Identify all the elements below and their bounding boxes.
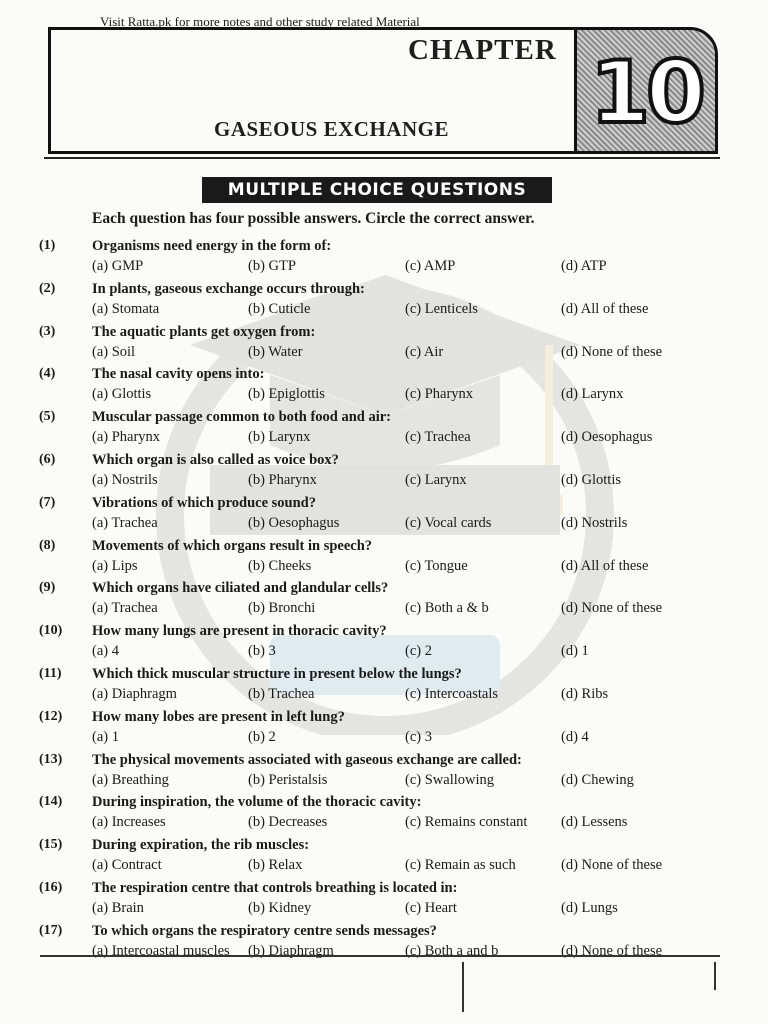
question-text: During inspiration, the volume of the thoracic cavity: (92, 794, 422, 811)
option-a: (a) Trachea (92, 514, 158, 531)
option-d: (d) Lessens (561, 814, 628, 831)
option-a: (a) Stomata (92, 300, 160, 317)
option-c: (c) Both a & b (405, 600, 489, 617)
option-a: (a) Trachea (92, 600, 158, 617)
question-text: Which thick muscular structure in present below the lungs? (92, 665, 462, 682)
option-a: (a) Pharynx (92, 429, 161, 446)
option-a: (a) Nostrils (92, 471, 158, 488)
footer-divider (40, 955, 720, 957)
option-c: (c) Larynx (405, 471, 467, 488)
option-d: (d) None of these (561, 857, 663, 874)
option-b: (b) Peristalsis (248, 771, 328, 788)
option-c: (c) 3 (405, 728, 432, 745)
option-a: (a) Contract (92, 857, 162, 874)
question-text: Which organs have ciliated and glandular cells? (92, 580, 389, 597)
chapter-title: GASEOUS EXCHANGE (214, 117, 449, 141)
option-d: (d) Larynx (561, 386, 624, 403)
option-b: (b) Kidney (248, 899, 312, 916)
option-c: (c) Remains constant (405, 814, 528, 831)
question-item (0, 794, 768, 837)
footer-mark (714, 962, 716, 990)
option-d: (d) None of these (561, 343, 663, 360)
option-b: (b) Oesophagus (248, 514, 340, 531)
option-c: (c) Heart (405, 899, 457, 916)
question-item (0, 538, 768, 581)
option-b: (b) Trachea (248, 685, 315, 702)
question-text: The physical movements associated with gaseous exchange are called: (92, 751, 522, 768)
question-number: (9) (39, 580, 56, 596)
option-d: (d) Glottis (561, 471, 622, 488)
question-number: (12) (39, 708, 63, 724)
footer-mark (462, 962, 464, 1012)
question-text: Which organ is also called as voice box? (92, 451, 339, 468)
option-c: (c) Intercoastals (405, 685, 498, 702)
option-c: (c) Swallowing (405, 771, 494, 788)
question-item (0, 238, 768, 281)
option-b: (b) Pharynx (248, 471, 317, 488)
option-d: (d) None of these (561, 600, 663, 617)
option-c: (c) Both a and b (405, 942, 499, 959)
option-d: (d) Lungs (561, 899, 618, 916)
question-text: The respiration centre that controls breathing is located in: (92, 879, 458, 896)
question-item (0, 623, 768, 666)
question-item (0, 752, 768, 795)
question-number: (2) (39, 280, 56, 296)
question-text: How many lungs are present in thoracic cavity? (92, 623, 387, 640)
option-d: (d) Ribs (561, 685, 609, 702)
question-number: (14) (39, 794, 63, 810)
question-number: (6) (39, 451, 56, 467)
question-text: The nasal cavity opens into: (92, 366, 265, 383)
option-c: (c) AMP (405, 258, 456, 274)
question-item (0, 837, 768, 880)
option-d: (d) 4 (561, 728, 589, 745)
question-number: (17) (39, 922, 63, 938)
question-item (0, 281, 768, 324)
chapter-number-badge (574, 27, 718, 154)
option-b: (b) Water (248, 343, 303, 360)
option-c: (c) 2 (405, 643, 432, 660)
question-item (0, 580, 768, 623)
option-d: (d) Oesophagus (561, 429, 653, 446)
option-a: (a) Increases (92, 814, 166, 831)
option-a: (a) Intercoastal muscles (92, 942, 230, 959)
option-a: (a) Soil (92, 343, 136, 360)
question-item (0, 324, 768, 367)
option-b: (b) 3 (248, 643, 276, 660)
question-text: In plants, gaseous exchange occurs through: (92, 280, 365, 297)
option-d: (d) ATP (561, 258, 607, 274)
question-item (0, 666, 768, 709)
question-text: Vibrations of which produce sound? (92, 494, 316, 511)
option-c: (c) Remain as such (405, 857, 516, 874)
question-item (0, 709, 768, 752)
top-note: Visit Ratta.pk for more notes and other study related Material (100, 14, 420, 29)
option-a: (a) 1 (92, 728, 119, 745)
option-b: (b) Cuticle (248, 300, 311, 317)
chapter-label: CHAPTER (408, 34, 557, 66)
question-text: Movements of which organs result in speech? (92, 537, 373, 554)
option-b: (b) Larynx (248, 429, 311, 446)
section-banner: MULTIPLE CHOICE QUESTIONS (202, 177, 552, 203)
question-number: (13) (39, 751, 63, 767)
question-text: To which organs the respiratory centre sends messages? (92, 922, 437, 939)
option-a: (a) Brain (92, 899, 144, 916)
option-b: (b) Epiglottis (248, 386, 325, 403)
option-a: (a) Diaphragm (92, 685, 177, 702)
option-c: (c) Lenticels (405, 300, 478, 317)
section-instruction: Each question has four possible answers. Circle the correct answer. (92, 210, 535, 227)
option-c: (c) Air (405, 343, 444, 360)
option-d: (d) None of these (561, 942, 663, 959)
option-c: (c) Trachea (405, 429, 471, 446)
question-number: (10) (39, 623, 63, 639)
header-divider (44, 157, 720, 159)
option-a: (a) Lips (92, 557, 138, 574)
option-a: (a) Breathing (92, 771, 169, 788)
option-d: (d) Chewing (561, 771, 634, 788)
option-b: (b) Diaphragm (248, 942, 334, 959)
question-number: (1) (39, 238, 56, 253)
question-number: (16) (39, 879, 63, 895)
question-number: (7) (39, 494, 56, 510)
question-text: How many lobes are present in left lung? (92, 708, 345, 725)
option-a: (a) 4 (92, 643, 119, 660)
question-item (0, 880, 768, 923)
question-number: (15) (39, 837, 63, 853)
question-text: The aquatic plants get oxygen from: (92, 323, 316, 340)
question-text: During expiration, the rib muscles: (92, 837, 310, 854)
question-item (0, 923, 768, 966)
chapter-number: 10 (590, 43, 702, 143)
question-text: Organisms need energy in the form of: (92, 238, 332, 254)
question-list (0, 238, 768, 966)
option-d: (d) 1 (561, 643, 589, 660)
option-a: (a) Glottis (92, 386, 152, 403)
option-b: (b) Bronchi (248, 600, 316, 617)
question-item (0, 495, 768, 538)
option-b: (b) 2 (248, 728, 276, 745)
option-b: (b) Relax (248, 857, 303, 874)
option-b: (b) GTP (248, 258, 296, 274)
option-b: (b) Cheeks (248, 557, 312, 574)
option-d: (d) All of these (561, 557, 649, 574)
question-number: (4) (39, 366, 56, 382)
option-d: (d) Nostrils (561, 514, 628, 531)
question-item (0, 452, 768, 495)
question-item (0, 366, 768, 409)
question-number: (3) (39, 323, 56, 339)
question-item (0, 409, 768, 452)
option-c: (c) Tongue (405, 557, 468, 574)
option-c: (c) Vocal cards (405, 514, 492, 531)
option-c: (c) Pharynx (405, 386, 474, 403)
option-b: (b) Decreases (248, 814, 328, 831)
question-text: Muscular passage common to both food and air: (92, 409, 392, 426)
option-d: (d) All of these (561, 300, 649, 317)
option-a: (a) GMP (92, 258, 144, 274)
question-number: (5) (39, 409, 56, 425)
question-number: (8) (39, 537, 56, 553)
question-number: (11) (39, 665, 62, 681)
